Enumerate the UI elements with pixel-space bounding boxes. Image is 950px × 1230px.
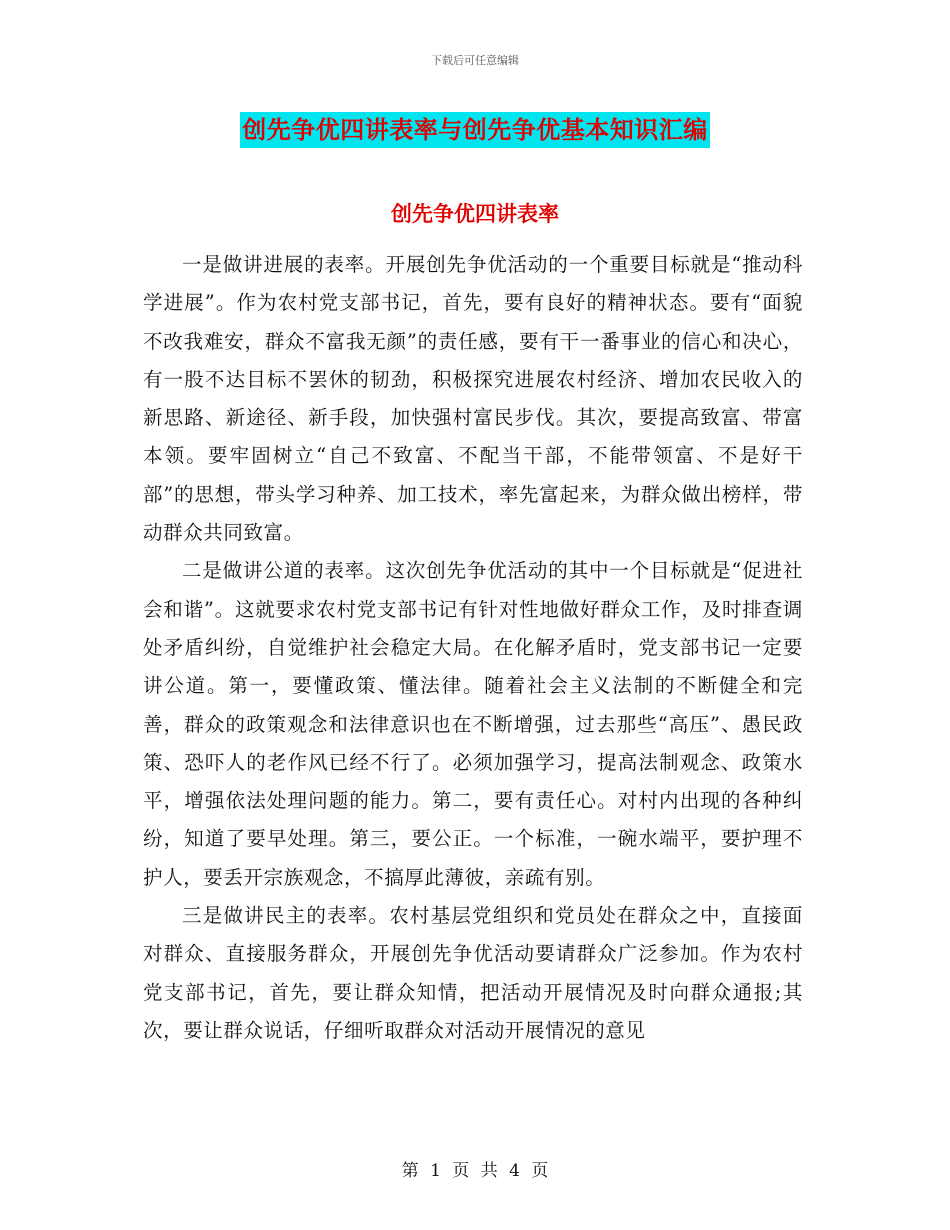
page-header-note: 下载后可任意编辑 bbox=[431, 54, 519, 67]
document-title bbox=[0, 112, 950, 148]
document-title-text: 创先争优四讲表率与创先争优基本知识汇编 bbox=[240, 112, 710, 148]
page-number: 第 1 页 共 4 页 bbox=[401, 1161, 549, 1181]
paragraph: 一是做讲进展的表率。开展创先争优活动的一个重要目标就是“推动科学进展”。作为农村党支部书记，首先，要有良好的精神状态。要有“面貌不改我难安，群众不富我无颜”的责任感，要有干一番事业的信心和决心，有一股不达目标不罢休的韧劲，积极探究进展农村经济、增加农民收入的新思路、新途径、新手段，加快强村富民步伐。其次，要提高致富、带富本领。要牢固树立“自己不致富、不配当干部，不能带领富、不是好干部”的思想，带头学习种养、加工技术，率先富起来，为群众做出榜样，带动群众共同致富。 bbox=[143, 253, 803, 545]
section-title: 创先争优四讲表率 bbox=[391, 202, 559, 226]
paragraph: 二是做讲公道的表率。这次创先争优活动的其中一个目标就是“促进社会和谐”。这就要求农村党支部书记有针对性地做好群众工作，及时排查调处矛盾纠纷，自觉维护社会稳定大局。在化解矛盾时，党支部书记一定要讲公道。第一，要懂政策、懂法律。随着社会主义法制的不断健全和完善，群众的政策观念和法律意识也在不断增强，过去那些“高压”、愚民政策、恐吓人的老作风已经不行了。必须加强学习，提高法制观念、政策水平，增强依法处理问题的能力。第二，要有责任心。对村内出现的各种纠纷，知道了要早处理。第三，要公正。一个标准，一碗水端平，要护理不护人，要丢开宗族观念，不搞厚此薄彼，亲疏有别。 bbox=[143, 559, 803, 889]
document-body bbox=[143, 246, 803, 1050]
paragraph: 三是做讲民主的表率。农村基层党组织和党员处在群众之中，直接面对群众、直接服务群众，开展创先争优活动要请群众广泛参加。作为农村党支部书记，首先，要让群众知情，把活动开展情况及时向群众通报;其次，要让群众说话，仔细听取群众对活动开展情况的意见 bbox=[143, 904, 803, 1042]
